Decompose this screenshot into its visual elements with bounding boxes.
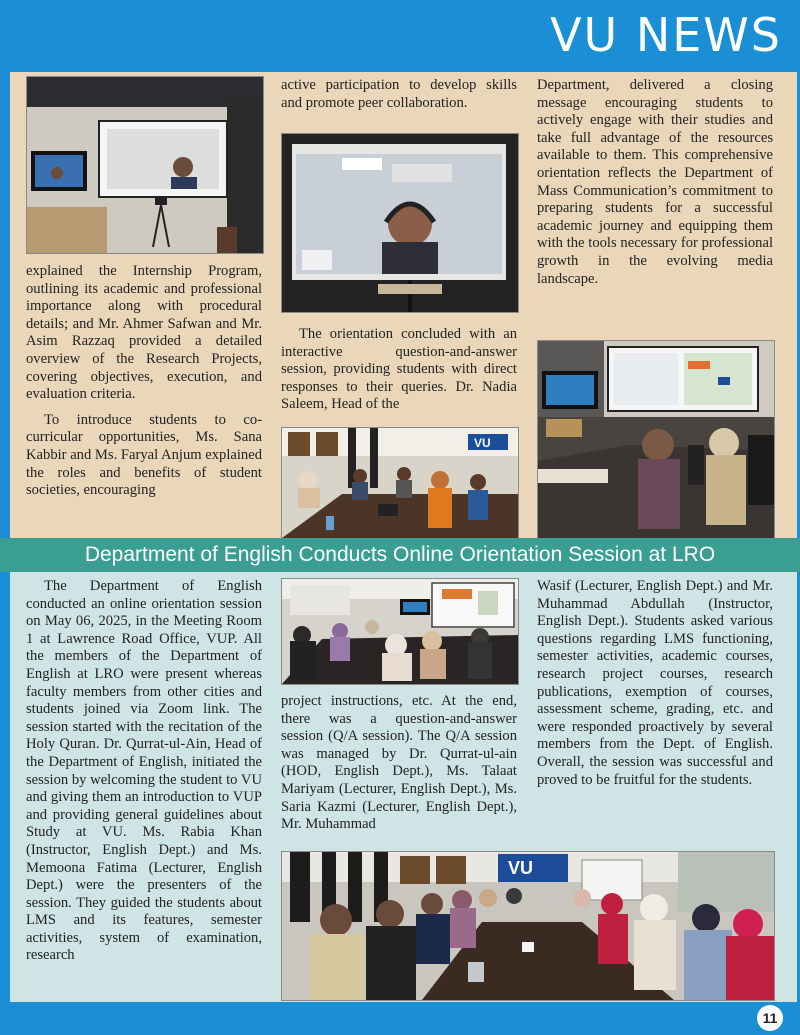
- photo-3-vu-logo: VU: [474, 436, 491, 450]
- bottom-article-column-3: [537, 578, 773, 789]
- masthead-title: VU NEWS: [550, 8, 782, 62]
- top-article-column-2a: [281, 77, 517, 112]
- top-col1-paragraph-2: To introduce students to co-curricular opportunities, Ms. Sana Kabbir and Ms. Faryal Anjum explained the roles and benefits of student societies, encouraging: [26, 411, 262, 499]
- photo-6-vu-logo: VU: [508, 858, 534, 878]
- top-col2-paragraph-1: active participation to develop skills and promote peer collaboration.: [281, 77, 517, 111]
- photo-meeting-room-attendees: [281, 578, 519, 685]
- photo-conference-room-screen: [26, 76, 264, 254]
- top-article-column-1: [26, 263, 262, 500]
- bottom-col2-paragraph: project instructions, etc. At the end, there was a question-and-answer session (Q/A session). The Q/A session was managed by Dr. Qurrat-ul-ain (HOD, English Dept.), Ms. Talaat Mariyam (Lecturer, English Dept.), Ms. Saria Kazmi (Lecturer, English Dept.), Mr. Muhammad: [281, 693, 517, 833]
- page-number-badge: 11: [757, 1005, 783, 1031]
- photo-video-call-screen: [281, 133, 519, 313]
- photo-students-conference-table: [281, 427, 519, 539]
- top-article-column-3: [537, 77, 773, 288]
- bottom-col1-paragraph: The Department of English conducted an online orientation session on May 06, 2025, in the Meeting Room 1 at Lawrence Road Office, VUP. All the members of the Department of English at LRO were present whereas faculty members from other cities and students joined via Zoom link. The session started with the recitation of the Holy Quran. Dr. Qurrat-ul-Ain, Head of the Department of English, initiated the session by welcoming the student to VU and giving them an introduction to VUP and providing general guidelines about Study at VU. Ms. Rabia Khan (Instructor, English Dept.) and Ms. Memoona Fatima (Lecturer, English Dept.) were the presenters of the session. They guided the students about LMS and its features, semester activities, system of examination, research: [26, 578, 262, 964]
- photo-presenter-and-attendees: [537, 340, 775, 540]
- bottom-article-column-1: [26, 578, 262, 965]
- footer-bar: [0, 1002, 800, 1035]
- top-col2-paragraph-2: The orientation concluded with an interactive question-and-answer session, providing students with direct responses to their queries. Dr. Nadia Saleem, Head of the: [281, 326, 517, 413]
- top-col3-paragraph-1: Department, delivered a closing message encouraging students to actively engage with their studies and take full advantage of the resources available to them. This comprehensive orientation reflects the Department of Mass Communication’s commitment to preparing students for a successful academic journey and equipping them with the tools necessary for professional growth in the evolving media landscape.: [537, 77, 773, 287]
- top-col1-paragraph-1: explained the Internship Program, outlining its academic and professional importance along with procedural details; and Mr. Ahmer Safwan and Mr. Asim Razzaq provided a detailed overview of the Research Projects, covering objectives, execution, and evaluation criteria.: [26, 263, 262, 403]
- photo-group-department-members: [281, 851, 775, 1001]
- bottom-col3-paragraph: Wasif (Lecturer, English Dept.) and Mr. Muhammad Abdullah (Instructor, English Dept.). Students asked various questions regarding LMS functioning, semester activities, academic courses, research project courses, research publications, exemption of courses, assessment scheme, grading, etc. and were responded proactively by several members from the Dept. of English. Overall, the session was successful and proved to be fruitful for the students.: [537, 578, 773, 788]
- section-heading: Department of English Conducts Online Orientation Session at LRO: [84, 543, 716, 566]
- bottom-article-column-2: [281, 693, 517, 834]
- top-article-column-2b: [281, 326, 517, 414]
